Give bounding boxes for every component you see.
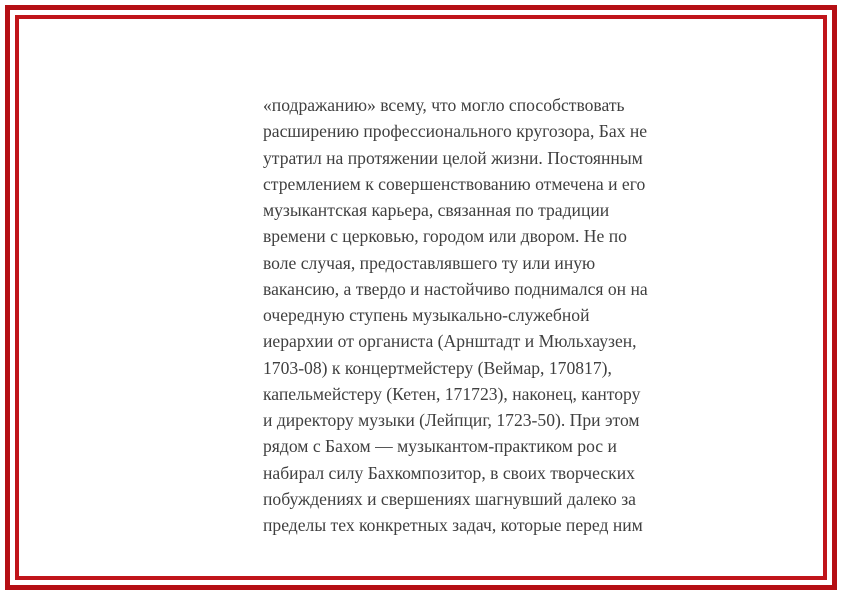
text-line: воле случая, предоставлявшего ту или иную bbox=[263, 252, 596, 273]
text-line: утратил на протяжении целой жизни. Постоянным bbox=[263, 147, 643, 168]
text-line: «подражанию» всему, что могло способствовать bbox=[263, 95, 625, 115]
text-line: иерархии от органиста (Арнштадт и Мюльхаузен, bbox=[263, 331, 637, 352]
text-line: расширению профессионального кругозора, Бах не bbox=[263, 121, 648, 142]
text-line: вакансию, а твердо и настойчиво поднимался он на bbox=[263, 278, 648, 299]
text-line: набирал силу Бахкомпозитор, в своих творческих bbox=[263, 462, 635, 483]
text-line: очередную ступень музыкально-служебной bbox=[263, 305, 590, 325]
text-line: капельмейстеру (Кетен, 171723), наконец, кантору bbox=[263, 383, 641, 404]
text-line: музыкантская карьера, связанная по традиции bbox=[263, 200, 610, 220]
text-line: времени с церковью, городом или двором. Не по bbox=[263, 226, 627, 247]
text-line: рядом с Бахом — музыкантом-практиком рос и bbox=[263, 436, 617, 457]
text-line: пределы тех конкретных задач, которые перед ним bbox=[263, 515, 643, 535]
text-line: и директору музыки (Лейпциг, 1723-50). При этом bbox=[263, 410, 640, 430]
text-line: стремлением к совершенствованию отмечена и его bbox=[263, 173, 646, 194]
text-line: 1703-08) к концертмейстеру (Веймар, 170817), bbox=[263, 357, 612, 378]
body-text bbox=[263, 92, 783, 538]
text-line: побуждениях и свершениях шагнувший далеко за bbox=[263, 488, 636, 509]
